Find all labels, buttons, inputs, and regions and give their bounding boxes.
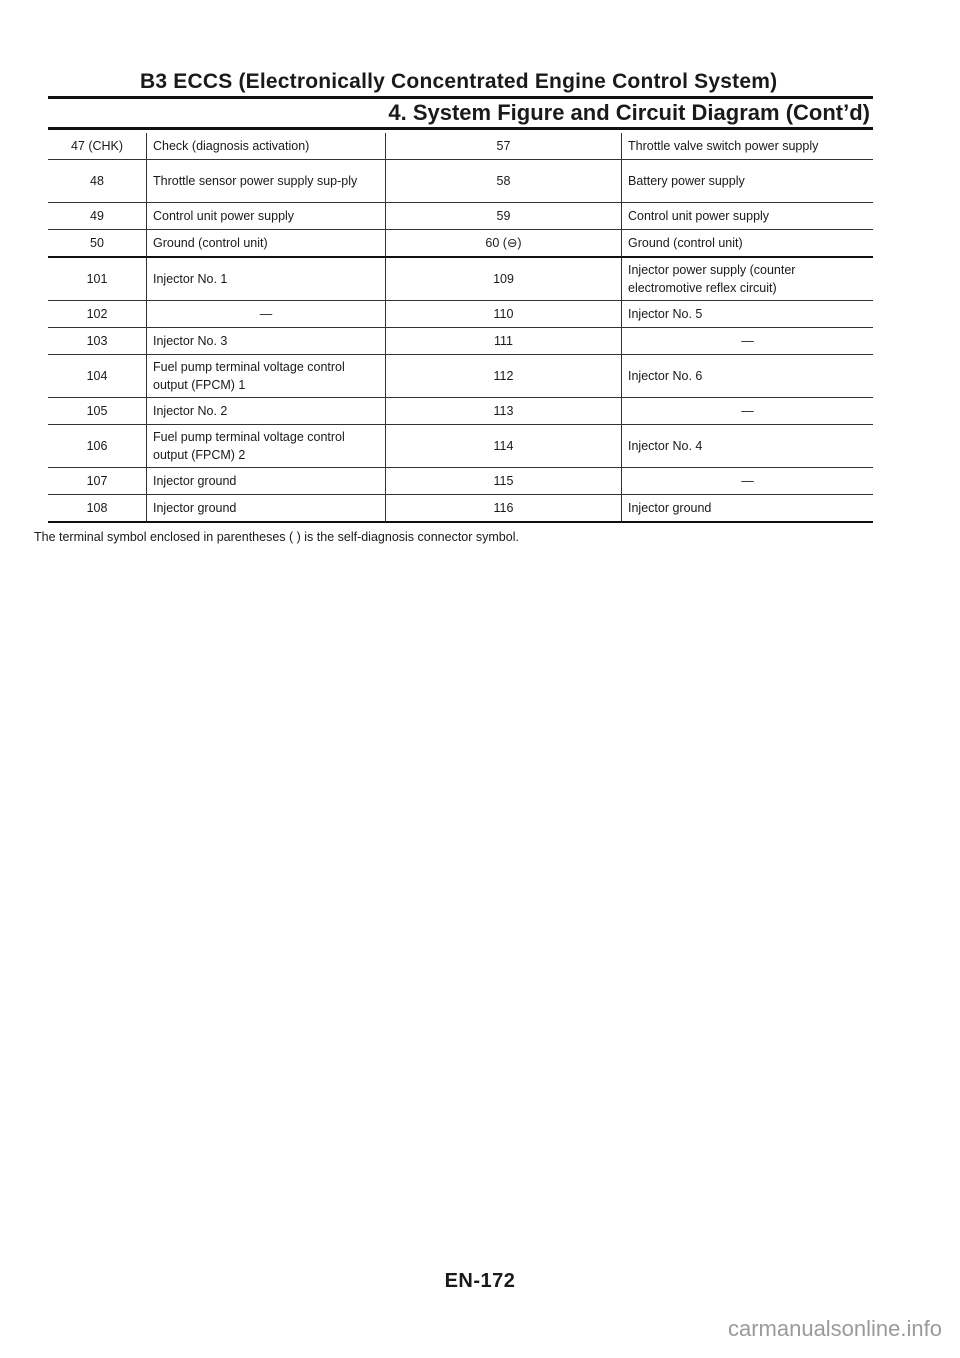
terminal-description: —: [622, 398, 874, 425]
section-title: B3 ECCS (Electronically Concentrated Engine Control System): [140, 70, 778, 93]
terminal-number: 112: [386, 355, 622, 398]
terminal-number: 116: [386, 495, 622, 523]
table-row: [48, 468, 873, 495]
terminal-description: Check (diagnosis activation): [147, 133, 386, 160]
terminal-number: 109: [386, 257, 622, 301]
subtitle-rule: [48, 127, 873, 130]
terminal-number: 113: [386, 398, 622, 425]
terminal-number: 111: [386, 328, 622, 355]
terminal-number: 104: [48, 355, 147, 398]
terminal-number: 59: [386, 203, 622, 230]
terminal-description: Control unit power supply: [622, 203, 874, 230]
table-row: [48, 425, 873, 468]
terminal-description: —: [622, 328, 874, 355]
terminal-description: Injector No. 3: [147, 328, 386, 355]
terminal-description: Injector No. 6: [622, 355, 874, 398]
terminal-description: Battery power supply: [622, 160, 874, 203]
terminal-number: 47 (CHK): [48, 133, 147, 160]
table-row: [48, 398, 873, 425]
table-row: [48, 257, 873, 301]
terminal-number: 105: [48, 398, 147, 425]
terminal-description: Fuel pump terminal voltage control output (FPCM) 1: [147, 355, 386, 398]
terminal-description: Fuel pump terminal voltage control output (FPCM) 2: [147, 425, 386, 468]
terminal-description: —: [622, 468, 874, 495]
subsection-title: 4. System Figure and Circuit Diagram (Cont’d): [388, 100, 870, 125]
terminal-description: Injector No. 5: [622, 301, 874, 328]
table-row: [48, 301, 873, 328]
table-row: [48, 328, 873, 355]
title-rule: [48, 96, 873, 99]
terminal-description: Injector ground: [622, 495, 874, 523]
terminal-description: Control unit power supply: [147, 203, 386, 230]
terminal-number: 102: [48, 301, 147, 328]
terminal-description: Ground (control unit): [622, 230, 874, 258]
terminal-description: Injector power supply (counter electromotive reflex circuit): [622, 257, 874, 301]
terminal-number: 114: [386, 425, 622, 468]
terminal-description: Throttle valve switch power supply: [622, 133, 874, 160]
terminal-description: Injector ground: [147, 495, 386, 523]
terminal-description: Injector No. 2: [147, 398, 386, 425]
terminal-number: 115: [386, 468, 622, 495]
terminal-number: 108: [48, 495, 147, 523]
terminal-number: 107: [48, 468, 147, 495]
terminal-number: 49: [48, 203, 147, 230]
terminal-number: 50: [48, 230, 147, 258]
table-footnote: The terminal symbol enclosed in parentheses ( ) is the self-diagnosis connector symbol.: [34, 530, 519, 544]
terminal-number: 101: [48, 257, 147, 301]
terminal-description: —: [147, 301, 386, 328]
terminal-number: 48: [48, 160, 147, 203]
terminal-description: Ground (control unit): [147, 230, 386, 258]
terminal-description: Injector No. 1: [147, 257, 386, 301]
terminal-number: 58: [386, 160, 622, 203]
terminal-description: Throttle sensor power supply sup-ply: [147, 160, 386, 203]
table-row: [48, 230, 873, 258]
table-row: [48, 160, 873, 203]
page-number: EN-172: [444, 1270, 516, 1292]
terminal-table: [48, 133, 873, 523]
terminal-number: 103: [48, 328, 147, 355]
terminal-number: 60 (⊖): [386, 230, 622, 258]
terminal-description: Injector No. 4: [622, 425, 874, 468]
watermark: carmanualsonline.info: [727, 1316, 942, 1341]
terminal-description: Injector ground: [147, 468, 386, 495]
table-row: [48, 133, 873, 160]
terminal-number: 106: [48, 425, 147, 468]
terminal-number: 57: [386, 133, 622, 160]
table-row: [48, 495, 873, 523]
table-row: [48, 203, 873, 230]
terminal-number: 110: [386, 301, 622, 328]
table-row: [48, 355, 873, 398]
